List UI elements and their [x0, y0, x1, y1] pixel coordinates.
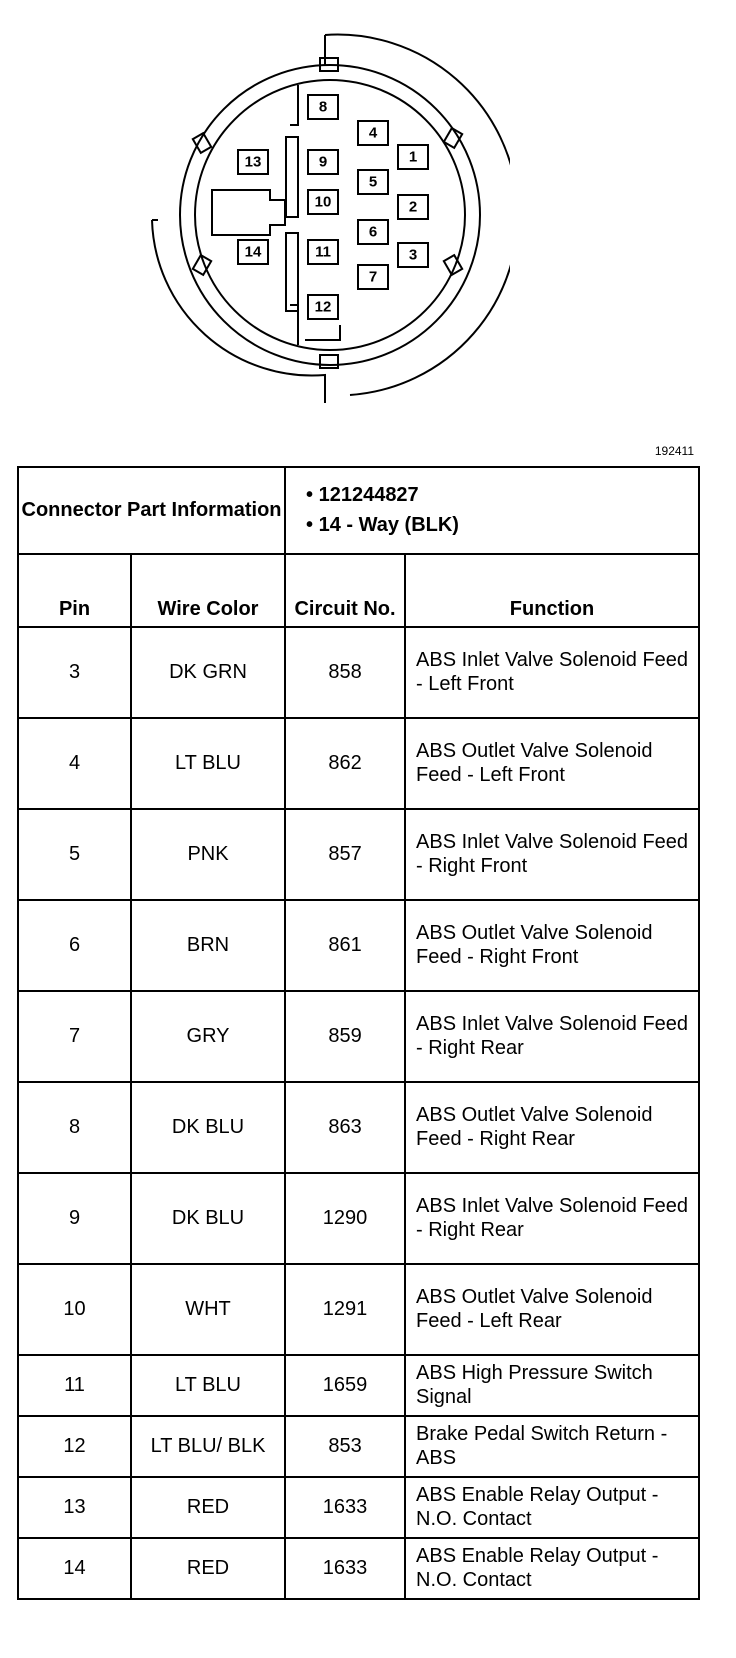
circuit-cell: 1291: [285, 1264, 405, 1355]
pin-label-9: 9: [318, 153, 328, 171]
table-row: [18, 1477, 699, 1538]
function-cell: ABS Outlet Valve Solenoid Feed - Left Rear: [405, 1264, 699, 1355]
pin-label-2: 2: [408, 198, 418, 216]
connector-outer-arc-right: [325, 35, 510, 395]
circuit-cell: 1633: [285, 1538, 405, 1599]
wire-color-cell: LT BLU/ BLK: [131, 1416, 285, 1477]
function-cell: ABS Enable Relay Output - N.O. Contact: [405, 1477, 699, 1538]
wire-color-cell: LT BLU: [131, 1355, 285, 1416]
table-row: [18, 900, 699, 991]
pin-cell: 4: [18, 718, 131, 809]
circuit-cell: 861: [285, 900, 405, 991]
table-row: [18, 1355, 699, 1416]
wire-color-cell: DK BLU: [131, 1173, 285, 1264]
pin-label-12: 12: [314, 298, 332, 316]
circuit-cell: 858: [285, 627, 405, 718]
wire-color-cell: LT BLU: [131, 718, 285, 809]
table-row: [18, 718, 699, 809]
table-row: [18, 809, 699, 900]
pin-cell: 7: [18, 991, 131, 1082]
function-cell: ABS High Pressure Switch Signal: [405, 1355, 699, 1416]
function-cell: ABS Enable Relay Output - N.O. Contact: [405, 1538, 699, 1599]
part-number: • 121244827: [306, 483, 419, 506]
connector-slot-upper: [286, 137, 298, 217]
connector-slot-lower: [286, 233, 298, 311]
circuit-cell: 1290: [285, 1173, 405, 1264]
table-row: [18, 991, 699, 1082]
circuit-cell: 862: [285, 718, 405, 809]
pin-table: [17, 466, 700, 1600]
pin-label-4: 4: [368, 124, 378, 142]
circuit-cell: 853: [285, 1416, 405, 1477]
pin-cell: 9: [18, 1173, 131, 1264]
wire-color-cell: WHT: [131, 1264, 285, 1355]
function-cell: ABS Inlet Valve Solenoid Feed - Right Rear: [405, 991, 699, 1082]
function-cell: ABS Inlet Valve Solenoid Feed - Right Front: [405, 809, 699, 900]
function-cell: ABS Inlet Valve Solenoid Feed - Left Front: [405, 627, 699, 718]
pin-label-5: 5: [368, 173, 378, 191]
pin-label-8: 8: [318, 98, 328, 116]
function-cell: ABS Inlet Valve Solenoid Feed - Right Rear: [405, 1173, 699, 1264]
col-header-circuit: Circuit No.: [285, 554, 405, 627]
pin-cell: 10: [18, 1264, 131, 1355]
pin-label-14: 14: [244, 243, 262, 261]
function-cell: ABS Outlet Valve Solenoid Feed - Right Rear: [405, 1082, 699, 1173]
pin-cell: 14: [18, 1538, 131, 1599]
figure-id: 192411: [654, 444, 694, 458]
connector-info-label: Connector Part Information: [18, 467, 285, 554]
circuit-cell: 863: [285, 1082, 405, 1173]
pin-label-13: 13: [244, 153, 262, 171]
circuit-cell: 1633: [285, 1477, 405, 1538]
wire-color-cell: DK GRN: [131, 627, 285, 718]
connector-way: • 14 - Way (BLK): [306, 513, 459, 536]
wire-color-cell: BRN: [131, 900, 285, 991]
pin-cell: 8: [18, 1082, 131, 1173]
function-cell: ABS Outlet Valve Solenoid Feed - Right Front: [405, 900, 699, 991]
pin-cell: 12: [18, 1416, 131, 1477]
circuit-cell: 859: [285, 991, 405, 1082]
table-row: [18, 1538, 699, 1599]
table-row: [18, 1173, 699, 1264]
col-header-wire-color: Wire Color: [131, 554, 285, 627]
pin-cell: 11: [18, 1355, 131, 1416]
col-header-function: Function: [405, 554, 699, 627]
pin-cell: 6: [18, 900, 131, 991]
table-row: [18, 1416, 699, 1477]
table-row: [18, 627, 699, 718]
pin-label-10: 10: [314, 193, 332, 211]
wire-color-cell: GRY: [131, 991, 285, 1082]
column-header-row: [18, 554, 699, 627]
pin-cell: 13: [18, 1477, 131, 1538]
connector-info-row: [18, 467, 699, 554]
connector-latch: [212, 190, 285, 235]
pin-cell: 3: [18, 627, 131, 718]
connector-info-values: [285, 467, 699, 554]
circuit-cell: 1659: [285, 1355, 405, 1416]
col-header-pin: Pin: [18, 554, 131, 627]
pin-label-1: 1: [408, 148, 418, 166]
wire-color-cell: RED: [131, 1477, 285, 1538]
circuit-cell: 857: [285, 809, 405, 900]
wire-color-cell: DK BLU: [131, 1082, 285, 1173]
function-cell: ABS Outlet Valve Solenoid Feed - Left Front: [405, 718, 699, 809]
function-cell: Brake Pedal Switch Return - ABS: [405, 1416, 699, 1477]
pin-label-7: 7: [368, 268, 378, 286]
pin-label-11: 11: [315, 243, 331, 261]
connector-face-diagram: [150, 25, 510, 415]
table-row: [18, 1264, 699, 1355]
wire-color-cell: PNK: [131, 809, 285, 900]
pin-cell: 5: [18, 809, 131, 900]
wire-color-cell: RED: [131, 1538, 285, 1599]
pin-label-6: 6: [368, 223, 378, 241]
table-row: [18, 1082, 699, 1173]
pin-label-3: 3: [408, 246, 418, 264]
